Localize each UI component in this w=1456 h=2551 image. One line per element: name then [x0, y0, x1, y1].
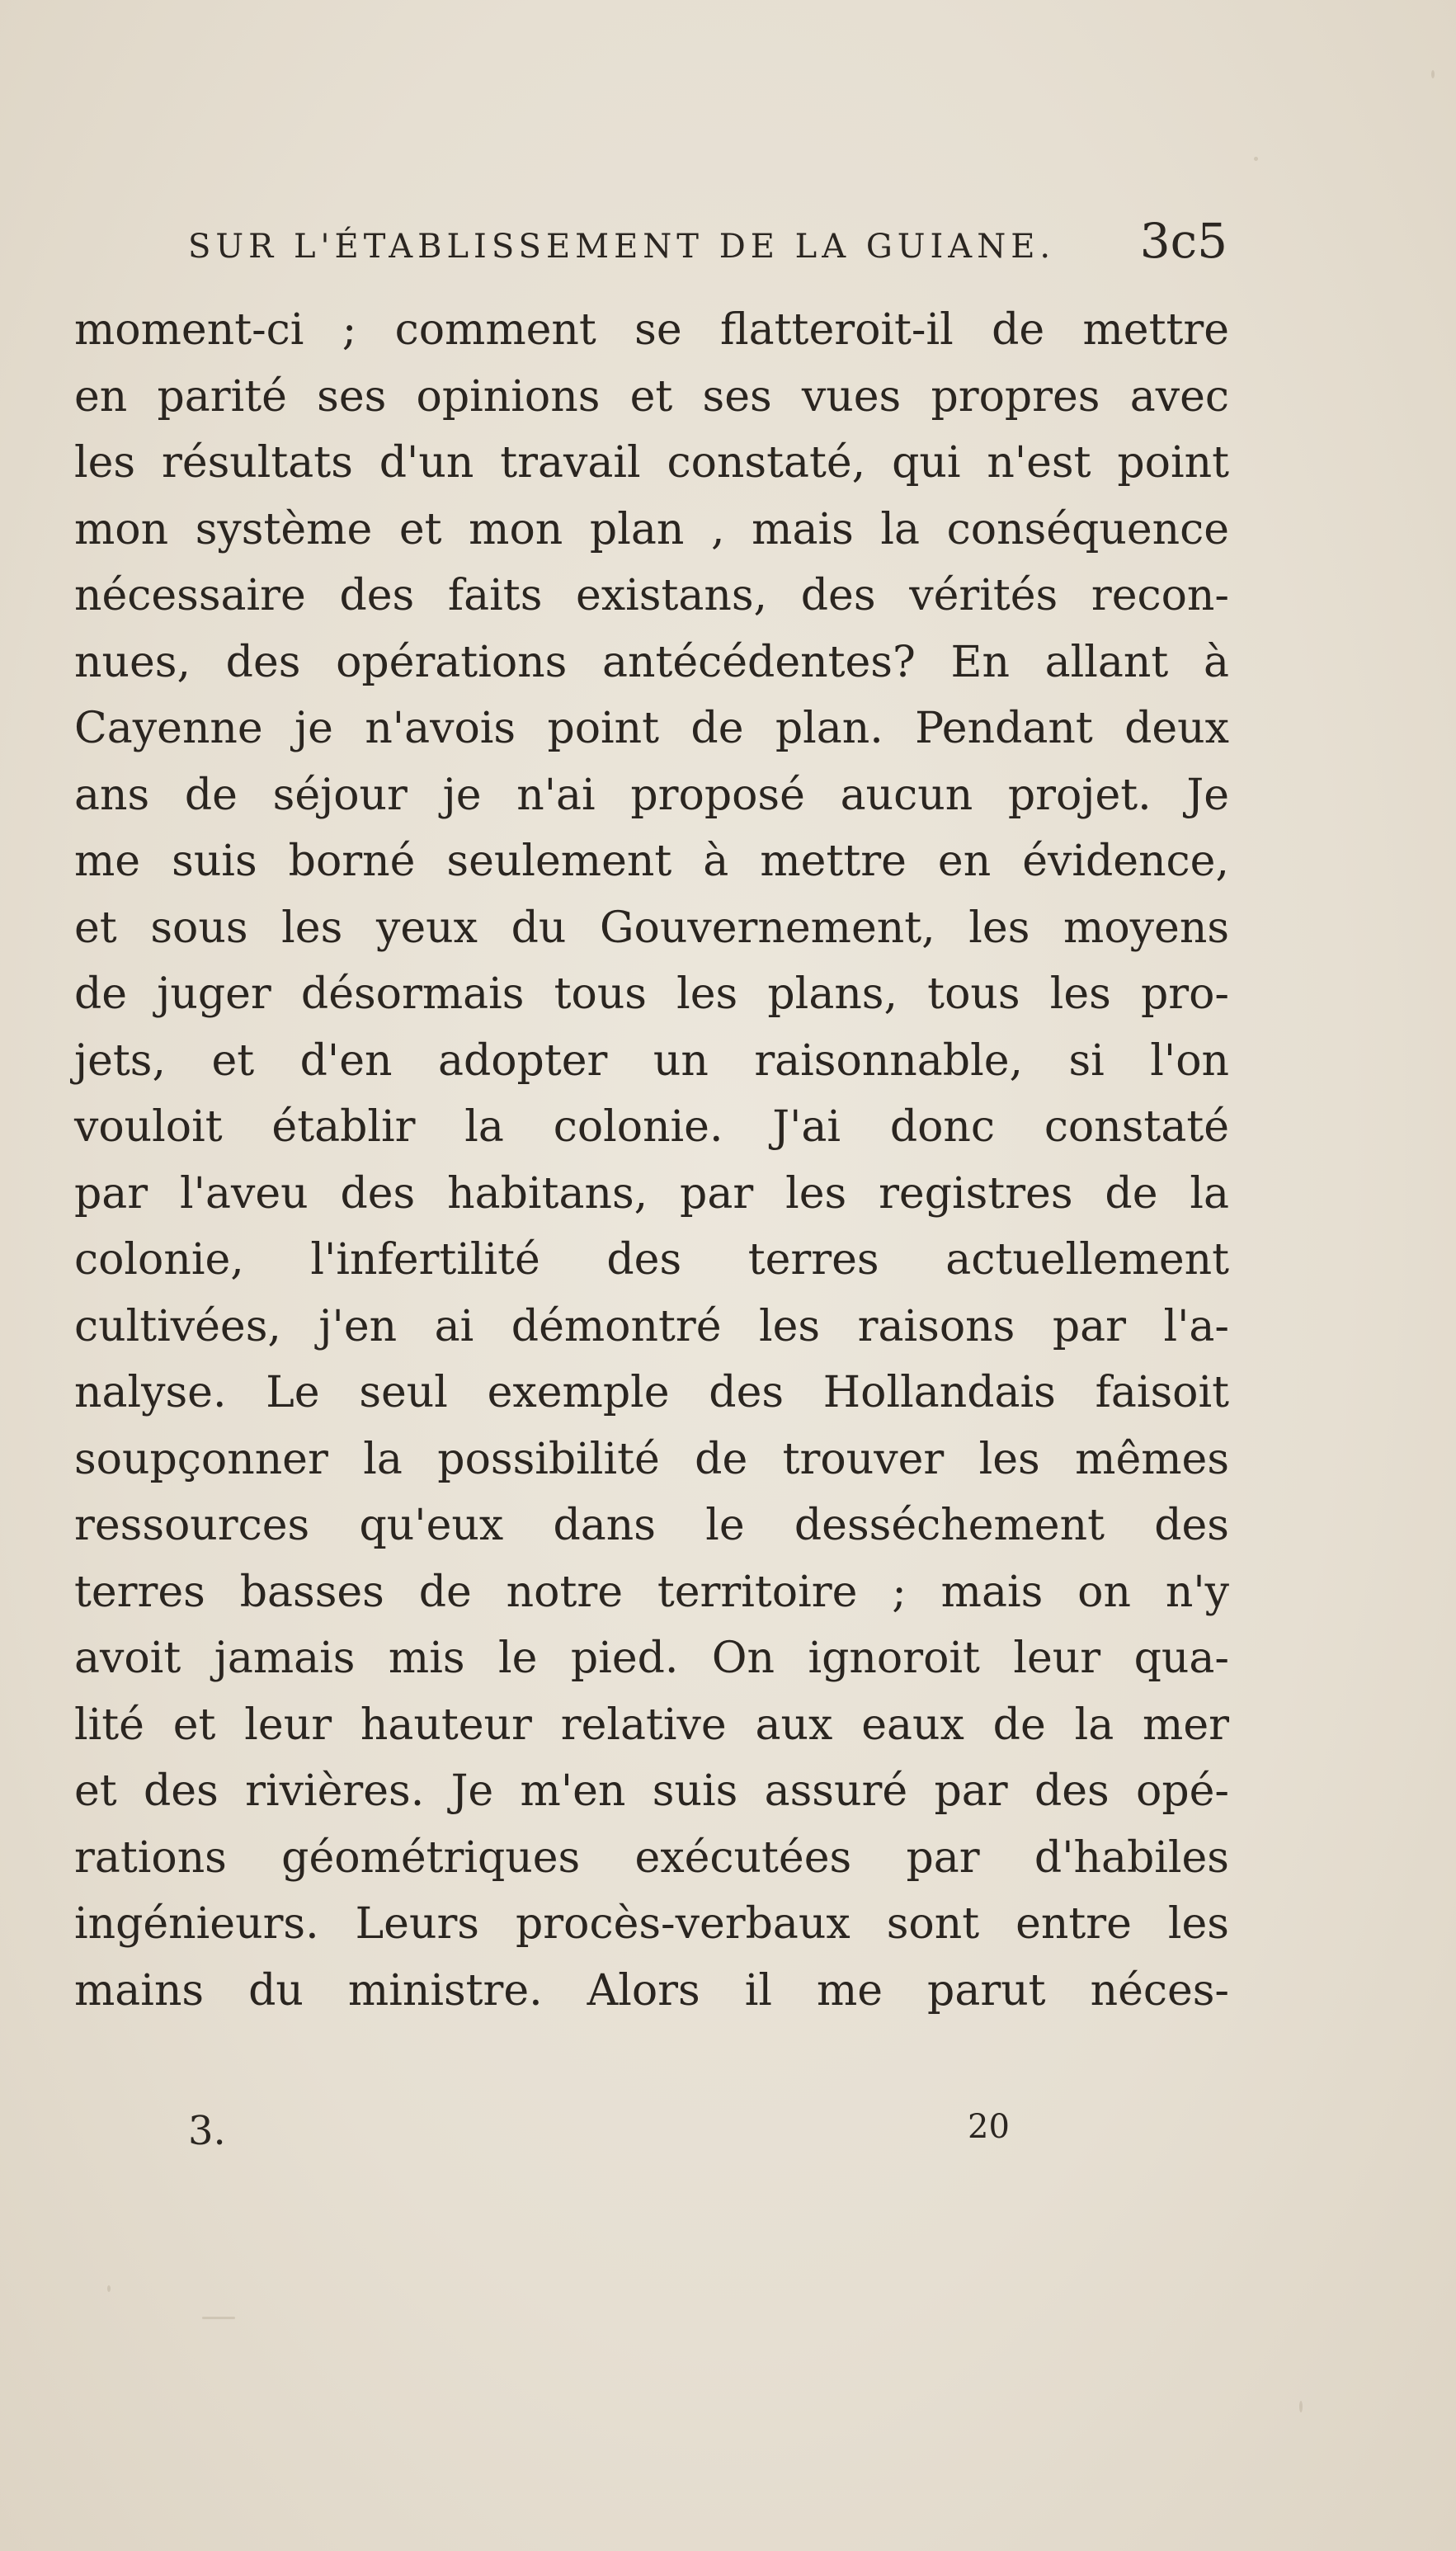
text-line: nues, des opérations antécédentes? En allant à: [74, 637, 1229, 687]
paper-speck: [1431, 70, 1435, 78]
text-line: ressources qu'eux dans le desséchement des: [74, 1501, 1229, 1550]
text-line: mains du ministre. Alors il me parut néces-: [74, 1965, 1229, 2016]
catchword: 20: [968, 2108, 1010, 2146]
paper-speck: [202, 2317, 235, 2319]
text-line: ans de séjour je n'ai proposé aucun projet. Je: [74, 770, 1229, 820]
text-line: colonie, l'infertilité des terres actuellement: [74, 1235, 1229, 1285]
text-line: nécessaire des faits existans, des vérités recon-: [74, 571, 1229, 620]
text-line: de juger désormais tous les plans, tous les pro-: [74, 969, 1229, 1019]
text-line: en parité ses opinions et ses vues propres avec: [74, 371, 1229, 422]
page-footer: [188, 2108, 1013, 2166]
page-number: 3c5: [1139, 213, 1227, 269]
signature-mark: 3.: [188, 2108, 226, 2154]
text-line: avoit jamais mis le pied. On ignoroit leur qua-: [74, 1634, 1229, 1683]
text-line: nalyse. Le seul exemple des Hollandais faisoit: [74, 1368, 1229, 1417]
text-line: et des rivières. Je m'en suis assuré par des opé-: [74, 1766, 1229, 1816]
running-title: SUR L'ÉTABLISSEMENT DE LA GUIANE.: [188, 228, 1056, 266]
text-line: rations géométriques exécutées par d'habiles: [74, 1832, 1229, 1883]
text-line: jets, et d'en adopter un raisonnable, si l'on: [74, 1035, 1229, 1086]
text-line: Cayenne je n'avois point de plan. Pendant deux: [74, 704, 1229, 753]
text-line: et sous les yeux du Gouvernement, les moyens: [74, 903, 1229, 953]
paper-speck: [107, 2285, 111, 2292]
text-line: vouloit établir la colonie. J'ai donc constaté: [74, 1102, 1229, 1152]
text-line: cultivées, j'en ai démontré les raisons par l'a-: [74, 1301, 1229, 1351]
text-line: terres basses de notre territoire ; mais on n'y: [74, 1567, 1229, 1617]
text-line: moment-ci ; comment se flatteroit-il de mettre: [74, 305, 1229, 355]
paper-speck: [1299, 2401, 1303, 2412]
text-line: soupçonner la possibilité de trouver les mêmes: [74, 1434, 1229, 1484]
body-text: [74, 297, 1229, 2024]
running-head: [188, 213, 1227, 271]
text-line: mon système et mon plan , mais la conséquence: [74, 504, 1229, 554]
text-line: les résultats d'un travail constaté, qui n'est point: [74, 438, 1229, 488]
text-line: me suis borné seulement à mettre en évidence,: [74, 837, 1229, 886]
text-line: par l'aveu des habitans, par les registres de la: [74, 1168, 1229, 1219]
text-line: lité et leur hauteur relative aux eaux de la mer: [74, 1700, 1229, 1750]
text-line: ingénieurs. Leurs procès-verbaux sont entre les: [74, 1899, 1229, 1949]
paper-speck: [1254, 157, 1258, 161]
